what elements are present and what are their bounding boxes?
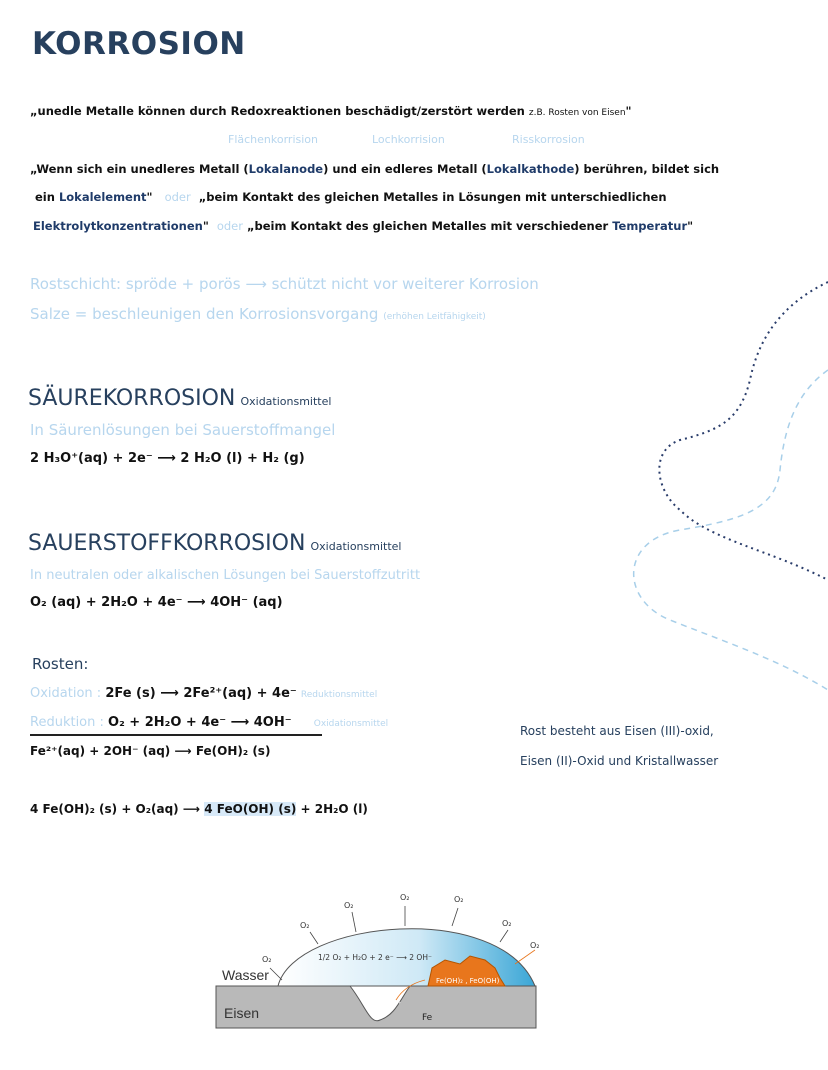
o2-label-5: O₂: [502, 919, 512, 928]
lokalkathode-term: Lokalkathode: [486, 162, 575, 176]
cathode-reaction: 1/2 O₂ + H₂O + 2 e⁻ ⟶ 2 OH⁻: [318, 953, 432, 962]
o2-label-6: O₂: [262, 955, 272, 964]
rost-note-2: Eisen (II)-Oxid und Kristallwasser: [520, 754, 719, 768]
o2-label-7: O₂: [530, 941, 540, 950]
saeure-heading: SÄUREKORROSION Oxidationsmittel: [28, 386, 332, 411]
definition-line: „unedle Metalle können durch Redoxreaktionen beschädigt/zerstört werden z.B. Rosten von Eisen": [30, 104, 632, 118]
temperatur-term: Temperatur: [612, 219, 688, 233]
o2-label-3: O₂: [300, 921, 310, 930]
lokalelement-line-2: ein Lokalelement" oder „beim Kontakt des gleichen Metalles in Lösungen mit unterschiedlichen: [35, 190, 667, 204]
o2-label-2: O₂: [400, 893, 410, 902]
fe2-label: Fe²⁺: [385, 999, 402, 1008]
sum-equation: Fe²⁺(aq) + 2OH⁻ (aq) ⟶ Fe(OH)₂ (s): [30, 744, 271, 758]
fe-label: Fe: [422, 1013, 433, 1023]
rost-note-1: Rost besteht aus Eisen (III)-oxid,: [520, 724, 714, 738]
lokalanode-term: Lokalanode: [248, 162, 324, 176]
lokalelement-term: Lokalelement: [58, 190, 147, 204]
rostschicht-text: Rostschicht: spröde + porös ⟶ schützt nicht vor weiterer Korrosion: [30, 275, 539, 293]
elektrolyt-term: Elektrolytkonzentrationen: [33, 219, 203, 233]
decorative-curves: [600, 270, 828, 710]
rosten-heading: Rosten:: [32, 655, 89, 673]
salze-text: Salze = beschleunigen den Korrosionsvorgang (erhöhen Leitfähigkeit): [30, 305, 486, 323]
corrosion-type-2: Lochkorrision: [372, 133, 445, 146]
oxidation-line: Oxidation : 2Fe (s) ⟶ 2Fe²⁺(aq) + 4e⁻ Reduktionsmittel: [30, 686, 378, 701]
wasser-label: Wasser: [222, 967, 269, 983]
light-dashed-curve: [634, 370, 828, 690]
corrosion-diagram: [200, 880, 550, 1035]
saeure-equation: 2 H₃O⁺(aq) + 2e⁻ ⟶ 2 H₂O (l) + H₂ (g): [30, 451, 305, 466]
corrosion-type-1: Flächenkorrision: [228, 133, 318, 146]
sum-divider: [30, 734, 322, 736]
saeure-condition: In Säurenlösungen bei Sauerstoffmangel: [30, 421, 336, 439]
corrosion-type-3: Risskorrosion: [512, 133, 585, 146]
sauerstoff-condition: In neutralen oder alkalischen Lösungen bei Sauerstoffzutritt: [30, 568, 421, 583]
dark-dotted-curve: [659, 282, 828, 580]
highlighted-product: 4 FeO(OH) (s): [204, 802, 297, 816]
definition-example: z.B. Rosten von Eisen: [528, 108, 626, 118]
o2-label-4: O₂: [454, 895, 464, 904]
lokalelement-line-1: „Wenn sich ein unedleres Metall (Lokalanode) und ein edleres Metall (Lokalkathode) berühren, bildet sich: [30, 162, 720, 176]
sauerstoff-heading: SAUERSTOFFKORROSION Oxidationsmittel: [28, 531, 402, 556]
lokalelement-line-3: Elektrolytkonzentrationen" oder „beim Kontakt des gleichen Metalles mit verschiedener Temperatur": [33, 219, 694, 233]
final-equation: 4 Fe(OH)₂ (s) + O₂(aq) ⟶ 4 FeO(OH) (s) + 2H₂O (l): [30, 802, 368, 816]
o2-label-1: O₂: [344, 901, 354, 910]
page-title: KORROSION: [32, 26, 246, 62]
reduktion-line: Reduktion : O₂ + 2H₂O + 4e⁻ ⟶ 4OH⁻ Oxidationsmittel: [30, 715, 389, 730]
eisen-label: Eisen: [224, 1005, 260, 1021]
sauerstoff-equation: O₂ (aq) + 2H₂O + 4e⁻ ⟶ 4OH⁻ (aq): [30, 595, 283, 610]
rust-label: Fe(OH)₂ , FeO(OH): [436, 977, 500, 985]
